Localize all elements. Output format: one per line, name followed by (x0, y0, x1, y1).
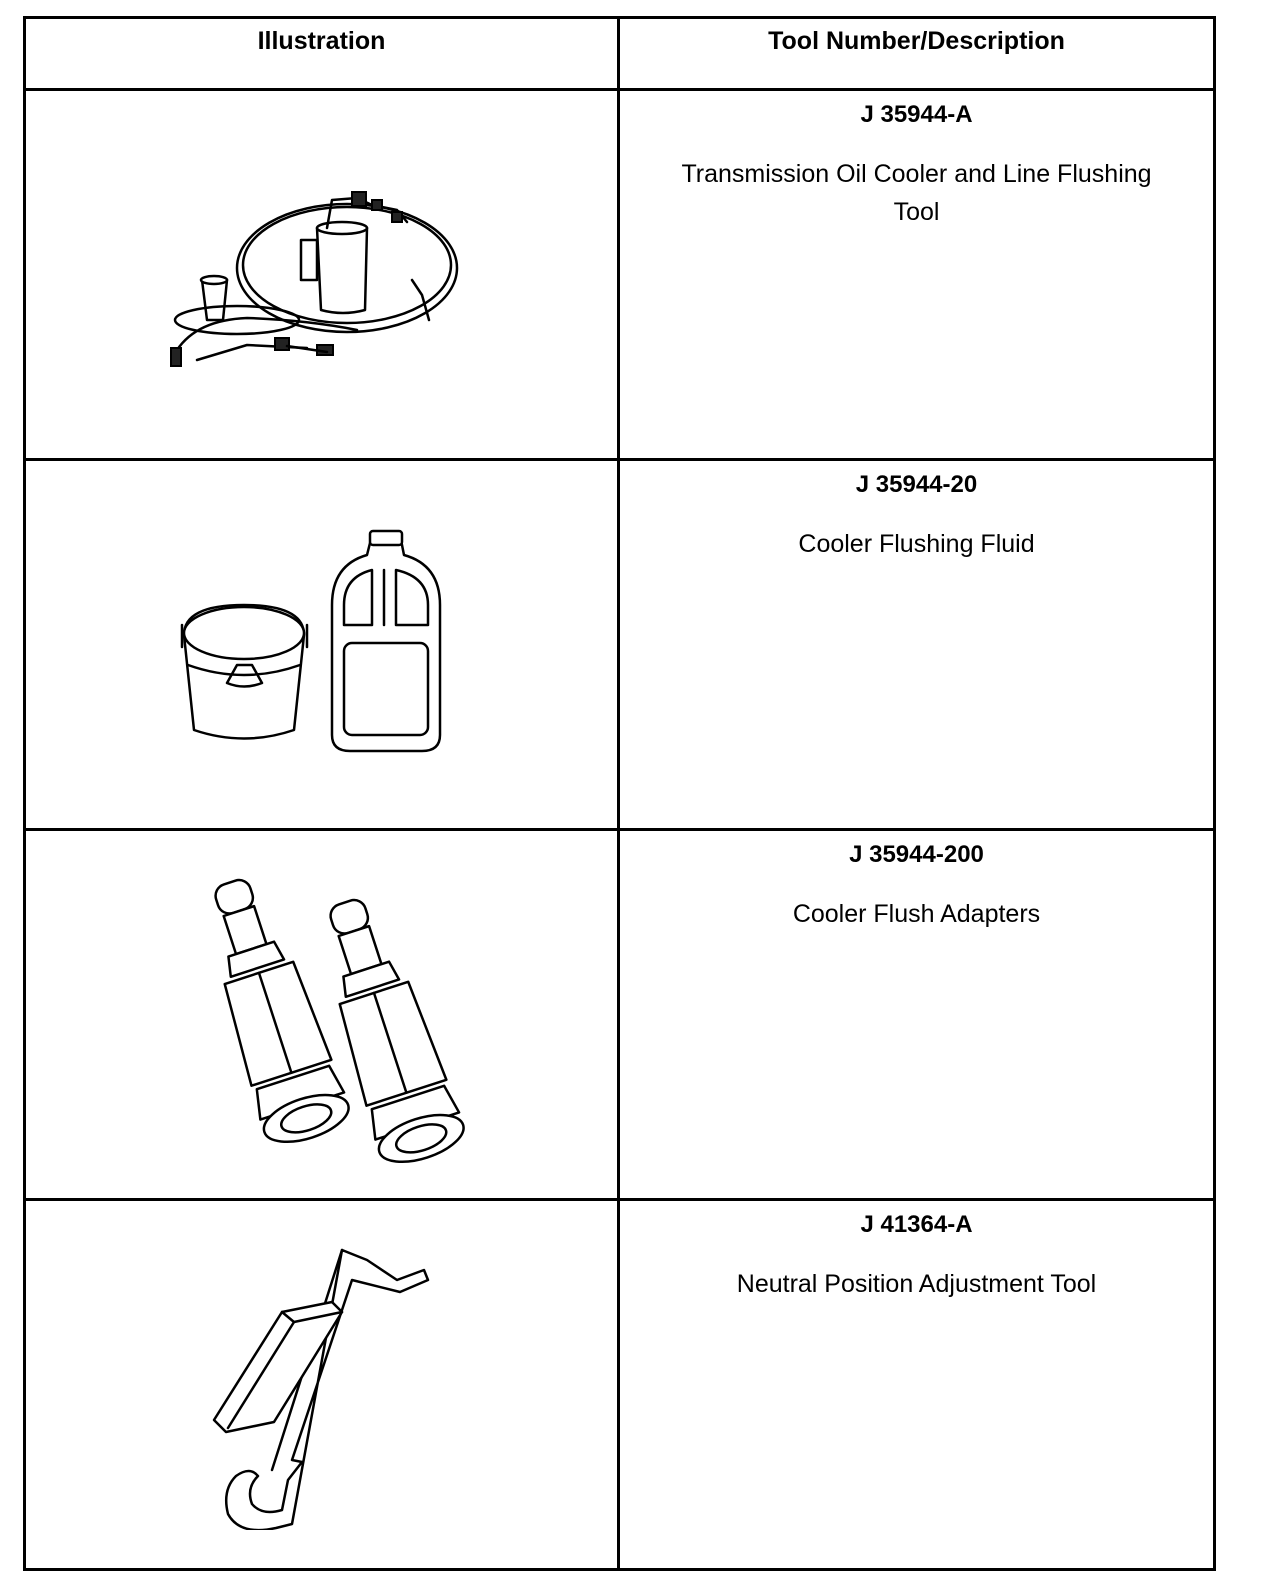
description-cell (619, 460, 1215, 830)
illustration-cell (25, 90, 619, 460)
illustration-cell (25, 1200, 619, 1570)
table-row (25, 1200, 1215, 1570)
table-row (25, 90, 1215, 460)
description-cell (619, 90, 1215, 460)
header-illustration: Illustration (25, 18, 619, 90)
tool-number: J 35944-200 (849, 841, 984, 868)
table-row (25, 830, 1215, 1200)
tool-number: J 35944-A (860, 101, 973, 128)
table-row (25, 460, 1215, 830)
illustration-cell (25, 830, 619, 1200)
flush-adapters-icon (162, 865, 482, 1165)
illustration-cell (25, 460, 619, 830)
description-cell (619, 830, 1215, 1200)
adjustment-tool-icon (192, 1240, 452, 1530)
flushing-tool-icon (157, 170, 487, 380)
special-tools-table (23, 16, 1216, 1571)
tool-description: Cooler Flush Adapters (792, 900, 1041, 928)
tool-description: Transmission Oil Cooler and Line Flushing Tool (681, 160, 1152, 226)
flushing-fluid-icon (172, 525, 472, 765)
header-tool-number-description: Tool Number/Description (619, 18, 1215, 90)
tool-number: J 35944-20 (855, 471, 978, 498)
table-header-row (25, 18, 1215, 90)
tool-number: J 41364-A (860, 1211, 973, 1238)
tool-description: Cooler Flushing Fluid (798, 530, 1035, 558)
tool-description: Neutral Position Adjustment Tool (736, 1270, 1097, 1298)
description-cell (619, 1200, 1215, 1570)
